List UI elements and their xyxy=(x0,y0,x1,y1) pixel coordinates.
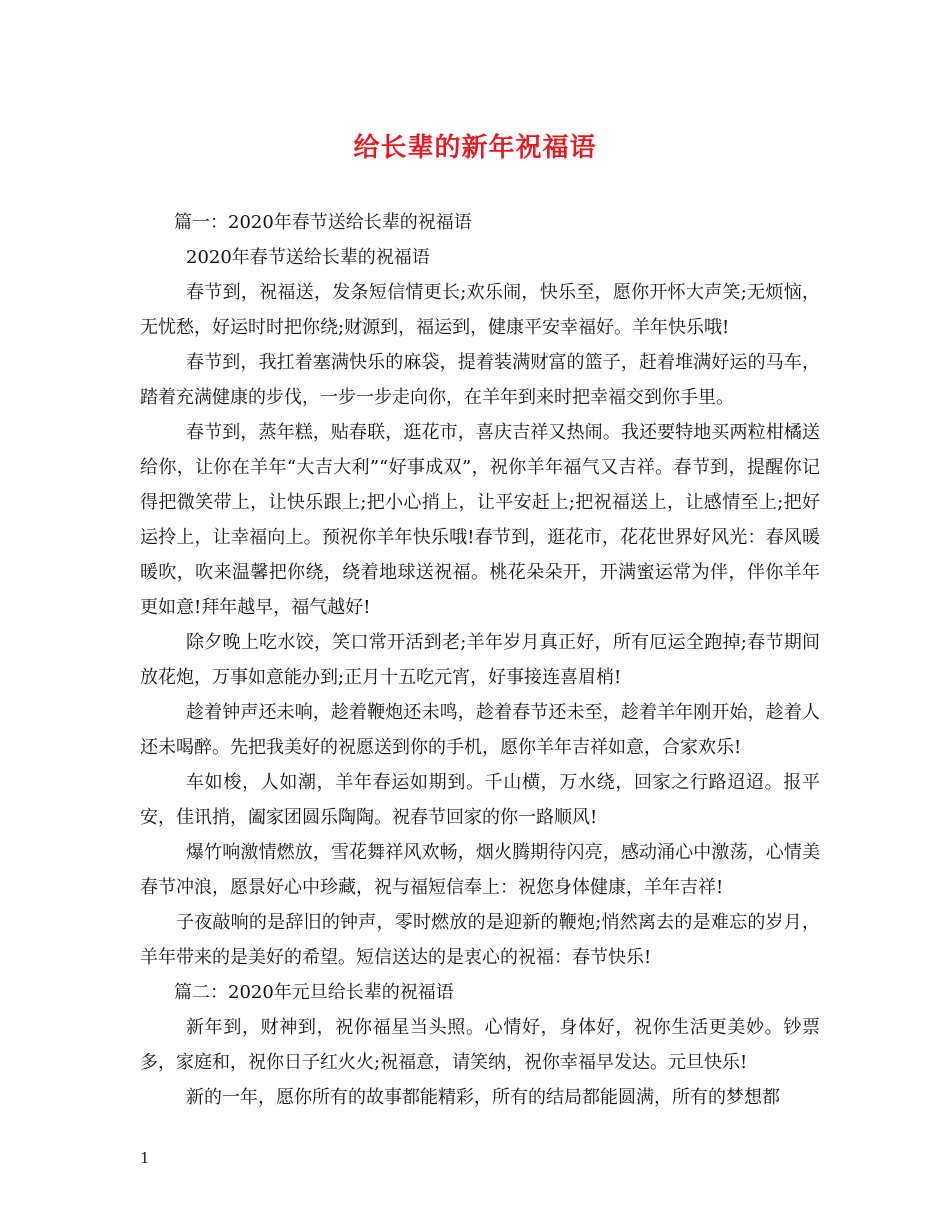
document-body xyxy=(140,205,820,1115)
paragraph: 子夜敲响的是辞旧的钟声，零时燃放的是迎新的鞭炮;悄然离去的是难忘的岁月，羊年带来的是美好的希望。短信送达的是衷心的祝福：春节快乐! xyxy=(140,912,820,968)
paragraph: 除夕晚上吃水饺，笑口常开活到老;羊年岁月真正好，所有厄运全跑掉;春节期间放花炮，万事如意能办到;正月十五吃元宵，好事接连喜眉梢! xyxy=(140,632,820,688)
section-subheading-1: 2020年春节送给长辈的祝福语 xyxy=(186,247,430,268)
paragraph: 春节到，我扛着塞满快乐的麻袋，提着装满财富的篮子，赶着堆满好运的马车，踏着充满健康的步伐，一步一步走向你，在羊年到来时把幸福交到你手里。 xyxy=(140,352,820,408)
paragraph: 爆竹响激情燃放，雪花舞祥风欢畅，烟火腾期待闪亮，感动涌心中激荡，心情美春节冲浪，愿景好心中珍藏，祝与福短信奉上：祝您身体健康，羊年吉祥! xyxy=(140,842,820,898)
section-heading-2: 篇二：2020年元旦给长辈的祝福语 xyxy=(174,982,454,1003)
page-number: 1 xyxy=(140,1149,150,1167)
paragraph: 新的一年，愿你所有的故事都能精彩，所有的结局都能圆满，所有的梦想都 xyxy=(186,1087,780,1108)
paragraph: 春节到，祝福送，发条短信情更长;欢乐闹，快乐至，愿你开怀大声笑;无烦恼，无忧愁，好运时时把你绕;财源到，福运到，健康平安幸福好。羊年快乐哦! xyxy=(140,282,820,338)
paragraph: 新年到，财神到，祝你福星当头照。心情好，身体好，祝你生活更美妙。钞票多，家庭和，祝你日子红火火;祝福意，请笑纳，祝你幸福早发达。元旦快乐! xyxy=(140,1017,820,1073)
paragraph: 春节到，蒸年糕，贴春联，逛花市，喜庆吉祥又热闹。我还要特地买两粒柑橘送给你，让你在羊年“大吉大利”“好事成双”，祝你羊年福气又吉祥。春节到，提醒你记得把微笑带上，让快乐跟上;把小心捎上，让平安赶上;把祝福送上，让感情至上;把好运拎上，让幸福向上。预祝你羊年快乐哦!春节到，逛花市，花花世界好风光：春风暖暖吹，吹来温馨把你绕，绕着地球送祝福。桃花朵朵开，开满蜜运常为伴，伴你羊年更如意!拜年越早，福气越好! xyxy=(140,422,820,618)
document-title: 给长辈的新年祝福语 xyxy=(353,133,597,163)
paragraph: 车如梭，人如潮，羊年春运如期到。千山横，万水绕，回家之行路迢迢。报平安，佳讯捎，阖家团圆乐陶陶。祝春节回家的你一路顺风! xyxy=(140,772,820,828)
section-heading-1: 篇一：2020年春节送给长辈的祝福语 xyxy=(174,212,472,233)
paragraph: 趁着钟声还未响，趁着鞭炮还未鸣，趁着春节还未至，趁着羊年刚开始，趁着人还未喝醉。先把我美好的祝愿送到你的手机，愿你羊年吉祥如意，合家欢乐! xyxy=(140,702,820,758)
